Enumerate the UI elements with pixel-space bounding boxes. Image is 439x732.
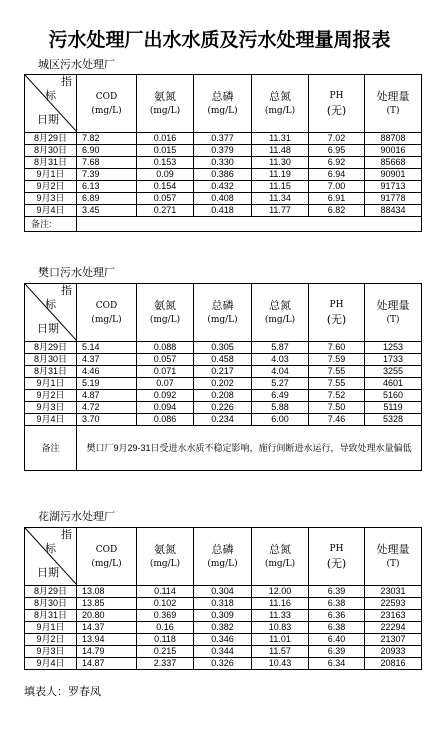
note-label: 备注: bbox=[25, 217, 77, 232]
nh3-cell: 0.092 bbox=[137, 390, 194, 402]
date-cell: 9月1日 bbox=[25, 169, 77, 181]
header-ph bbox=[309, 75, 365, 133]
cod-cell: 20.80 bbox=[77, 610, 137, 622]
date-cell: 9月4日 bbox=[25, 414, 77, 426]
header-tn bbox=[252, 75, 309, 133]
cod-cell: 13.08 bbox=[77, 586, 137, 598]
table-row bbox=[25, 366, 422, 378]
table-row bbox=[25, 169, 422, 181]
flow-cell: 88708 bbox=[365, 133, 422, 145]
tn-cell: 4.03 bbox=[252, 354, 309, 366]
plant-3-table bbox=[24, 527, 422, 670]
tp-cell: 0.377 bbox=[194, 133, 252, 145]
header-cod-label: COD bbox=[95, 300, 118, 311]
header-nh3 bbox=[137, 528, 194, 586]
tp-cell: 0.346 bbox=[194, 634, 252, 646]
flow-cell: 91713 bbox=[365, 181, 422, 193]
date-cell: 8月30日 bbox=[25, 354, 77, 366]
flow-cell: 5119 bbox=[365, 402, 422, 414]
table-row bbox=[25, 586, 422, 598]
header-flow bbox=[365, 75, 422, 133]
date-cell: 9月1日 bbox=[25, 378, 77, 390]
header-ph bbox=[309, 284, 365, 342]
tp-cell: 0.202 bbox=[194, 378, 252, 390]
ph-cell: 6.94 bbox=[309, 169, 365, 181]
tp-cell: 0.326 bbox=[194, 658, 252, 670]
date-cell: 8月30日 bbox=[25, 145, 77, 157]
flow-cell: 4601 bbox=[365, 378, 422, 390]
flow-cell: 20933 bbox=[365, 646, 422, 658]
tn-cell: 11.01 bbox=[252, 634, 309, 646]
header-cod-unit: (mg/L) bbox=[91, 314, 122, 325]
tp-cell: 0.418 bbox=[194, 205, 252, 217]
header-tn bbox=[252, 528, 309, 586]
nh3-cell: 0.071 bbox=[137, 366, 194, 378]
header-corner-top: 指 bbox=[61, 285, 72, 297]
header-cod bbox=[77, 284, 137, 342]
flow-cell: 23031 bbox=[365, 586, 422, 598]
date-cell: 9月4日 bbox=[25, 658, 77, 670]
date-cell: 9月3日 bbox=[25, 402, 77, 414]
header-tp-label: 总磷 bbox=[211, 90, 234, 103]
header-corner-date: 日期 bbox=[37, 567, 59, 579]
tp-cell: 0.318 bbox=[194, 598, 252, 610]
tp-cell: 0.458 bbox=[194, 354, 252, 366]
header-ph bbox=[309, 528, 365, 586]
header-tp-unit: (mg/L) bbox=[207, 559, 238, 569]
date-cell: 8月31日 bbox=[25, 366, 77, 378]
date-cell: 9月3日 bbox=[25, 646, 77, 658]
tn-cell: 4.04 bbox=[252, 366, 309, 378]
date-cell: 9月2日 bbox=[25, 634, 77, 646]
date-cell: 8月29日 bbox=[25, 342, 77, 354]
table-row bbox=[25, 402, 422, 414]
header-ph-unit: (无) bbox=[326, 557, 347, 570]
ph-cell: 6.38 bbox=[309, 622, 365, 634]
tp-cell: 0.386 bbox=[194, 169, 252, 181]
header-flow bbox=[365, 284, 422, 342]
header-corner-date: 日期 bbox=[37, 323, 59, 335]
flow-cell: 91778 bbox=[365, 193, 422, 205]
note-text bbox=[77, 217, 422, 232]
header-tp bbox=[194, 528, 252, 586]
tn-cell: 11.33 bbox=[252, 610, 309, 622]
diagonal-header-cell bbox=[25, 528, 77, 586]
header-ph-unit: (无) bbox=[326, 104, 347, 117]
tn-cell: 11.31 bbox=[252, 133, 309, 145]
nh3-cell: 0.094 bbox=[137, 402, 194, 414]
tp-cell: 0.408 bbox=[194, 193, 252, 205]
tp-cell: 0.379 bbox=[194, 145, 252, 157]
flow-cell: 22593 bbox=[365, 598, 422, 610]
tn-cell: 11.16 bbox=[252, 598, 309, 610]
tp-cell: 0.382 bbox=[194, 622, 252, 634]
note-row bbox=[25, 217, 422, 232]
header-cod-label: COD bbox=[95, 544, 118, 555]
cod-cell: 7.39 bbox=[77, 169, 137, 181]
nh3-cell: 0.369 bbox=[137, 610, 194, 622]
tn-cell: 10.43 bbox=[252, 658, 309, 670]
flow-cell: 20816 bbox=[365, 658, 422, 670]
table-header-row bbox=[25, 284, 422, 342]
date-cell: 8月30日 bbox=[25, 598, 77, 610]
report-title: 污水处理厂出水水质及污水处理量周报表 bbox=[48, 29, 391, 51]
header-cod-unit: (mg/L) bbox=[91, 558, 122, 569]
date-cell: 9月1日 bbox=[25, 622, 77, 634]
flow-cell: 88434 bbox=[365, 205, 422, 217]
ph-cell: 6.92 bbox=[309, 157, 365, 169]
header-cod bbox=[77, 75, 137, 133]
date-cell: 9月2日 bbox=[25, 390, 77, 402]
ph-cell: 6.39 bbox=[309, 646, 365, 658]
ph-cell: 7.52 bbox=[309, 390, 365, 402]
tp-cell: 0.217 bbox=[194, 366, 252, 378]
flow-cell: 90016 bbox=[365, 145, 422, 157]
cod-cell: 3.45 bbox=[77, 205, 137, 217]
header-tp bbox=[194, 284, 252, 342]
ph-cell: 7.02 bbox=[309, 133, 365, 145]
cod-cell: 5.19 bbox=[77, 378, 137, 390]
header-tn-label: 总氮 bbox=[269, 299, 291, 312]
tn-cell: 5.87 bbox=[252, 342, 309, 354]
date-cell: 9月2日 bbox=[25, 181, 77, 193]
cod-cell: 6.90 bbox=[77, 145, 137, 157]
header-nh3-unit: (mg/L) bbox=[149, 315, 181, 325]
table-row bbox=[25, 193, 422, 205]
tn-cell: 11.19 bbox=[252, 169, 309, 181]
cod-cell: 14.79 bbox=[77, 646, 137, 658]
table-row bbox=[25, 181, 422, 193]
header-corner-top: 指 bbox=[61, 529, 72, 541]
table-row bbox=[25, 354, 422, 366]
table-header-row bbox=[25, 528, 422, 586]
table-row bbox=[25, 342, 422, 354]
header-tp-label: 总磷 bbox=[211, 299, 234, 312]
header-tn-label: 总氮 bbox=[269, 543, 291, 556]
note-label: 备注 bbox=[25, 426, 77, 471]
plant-name: 城区污水处理厂 bbox=[38, 58, 115, 71]
header-corner-mid: 标 bbox=[45, 90, 56, 102]
table-row bbox=[25, 390, 422, 402]
ph-cell: 6.40 bbox=[309, 634, 365, 646]
header-flow-unit: (T) bbox=[386, 315, 400, 325]
cod-cell: 4.87 bbox=[77, 390, 137, 402]
plant-2-table bbox=[24, 283, 422, 471]
table-row bbox=[25, 378, 422, 390]
tn-cell: 11.30 bbox=[252, 157, 309, 169]
flow-cell: 21307 bbox=[365, 634, 422, 646]
flow-cell: 1733 bbox=[365, 354, 422, 366]
header-cod bbox=[77, 528, 137, 586]
header-tn-unit: (mg/L) bbox=[264, 106, 296, 116]
tn-cell: 11.57 bbox=[252, 646, 309, 658]
header-flow-label: 处理量 bbox=[376, 543, 410, 556]
table-row bbox=[25, 610, 422, 622]
tn-cell: 11.15 bbox=[252, 181, 309, 193]
ph-cell: 7.60 bbox=[309, 342, 365, 354]
flow-cell: 23163 bbox=[365, 610, 422, 622]
nh3-cell: 0.016 bbox=[137, 133, 194, 145]
header-tn-unit: (mg/L) bbox=[264, 315, 296, 325]
date-cell: 9月3日 bbox=[25, 193, 77, 205]
header-tn-label: 总氮 bbox=[269, 90, 291, 103]
nh3-cell: 0.015 bbox=[137, 145, 194, 157]
tn-cell: 5.27 bbox=[252, 378, 309, 390]
header-tp bbox=[194, 75, 252, 133]
nh3-cell: 0.088 bbox=[137, 342, 194, 354]
nh3-cell: 0.102 bbox=[137, 598, 194, 610]
tp-cell: 0.432 bbox=[194, 181, 252, 193]
ph-cell: 6.91 bbox=[309, 193, 365, 205]
flow-cell: 22294 bbox=[365, 622, 422, 634]
nh3-cell: 0.057 bbox=[137, 193, 194, 205]
plant-name: 樊口污水处理厂 bbox=[38, 266, 115, 279]
header-tp-unit: (mg/L) bbox=[207, 106, 238, 116]
nh3-cell: 0.118 bbox=[137, 634, 194, 646]
header-flow-label: 处理量 bbox=[376, 90, 410, 103]
header-corner-top: 指 bbox=[61, 76, 72, 88]
flow-cell: 5160 bbox=[365, 390, 422, 402]
cod-cell: 4.37 bbox=[77, 354, 137, 366]
tp-cell: 0.305 bbox=[194, 342, 252, 354]
header-nh3-label: 氨氮 bbox=[154, 90, 176, 103]
header-ph-label: PH bbox=[329, 91, 344, 101]
nh3-cell: 0.153 bbox=[137, 157, 194, 169]
tn-cell: 11.48 bbox=[252, 145, 309, 157]
nh3-cell: 0.271 bbox=[137, 205, 194, 217]
ph-cell: 6.39 bbox=[309, 586, 365, 598]
table-row bbox=[25, 157, 422, 169]
header-cod-label: COD bbox=[95, 91, 118, 102]
header-flow-unit: (T) bbox=[386, 559, 400, 569]
table-row bbox=[25, 598, 422, 610]
ph-cell: 6.95 bbox=[309, 145, 365, 157]
tp-cell: 0.309 bbox=[194, 610, 252, 622]
flow-cell: 5328 bbox=[365, 414, 422, 426]
tn-cell: 11.77 bbox=[252, 205, 309, 217]
header-cod-unit: (mg/L) bbox=[91, 105, 122, 116]
header-tn-unit: (mg/L) bbox=[264, 559, 296, 569]
note-row bbox=[25, 426, 422, 471]
ph-cell: 6.36 bbox=[309, 610, 365, 622]
ph-cell: 6.34 bbox=[309, 658, 365, 670]
diagonal-header-cell bbox=[25, 75, 77, 133]
nh3-cell: 0.09 bbox=[137, 169, 194, 181]
cod-cell: 4.46 bbox=[77, 366, 137, 378]
tp-cell: 0.344 bbox=[194, 646, 252, 658]
table-row bbox=[25, 622, 422, 634]
cod-cell: 7.68 bbox=[77, 157, 137, 169]
date-cell: 8月31日 bbox=[25, 157, 77, 169]
cod-cell: 13.85 bbox=[77, 598, 137, 610]
flow-cell: 85668 bbox=[365, 157, 422, 169]
header-nh3-unit: (mg/L) bbox=[149, 559, 181, 569]
table-row bbox=[25, 145, 422, 157]
cod-cell: 5.14 bbox=[77, 342, 137, 354]
ph-cell: 6.38 bbox=[309, 598, 365, 610]
tp-cell: 0.226 bbox=[194, 402, 252, 414]
ph-cell: 7.55 bbox=[309, 378, 365, 390]
header-flow bbox=[365, 528, 422, 586]
nh3-cell: 0.07 bbox=[137, 378, 194, 390]
tp-cell: 0.330 bbox=[194, 157, 252, 169]
header-flow-unit: (T) bbox=[386, 106, 400, 116]
plant-1-table bbox=[24, 74, 422, 232]
nh3-cell: 0.086 bbox=[137, 414, 194, 426]
table-row bbox=[25, 646, 422, 658]
cod-cell: 6.89 bbox=[77, 193, 137, 205]
header-ph-label: PH bbox=[329, 544, 344, 554]
header-tp-label: 总磷 bbox=[211, 543, 234, 556]
ph-cell: 7.59 bbox=[309, 354, 365, 366]
table-row bbox=[25, 133, 422, 145]
tn-cell: 6.49 bbox=[252, 390, 309, 402]
nh3-cell: 0.114 bbox=[137, 586, 194, 598]
cod-cell: 6.13 bbox=[77, 181, 137, 193]
cod-cell: 7.82 bbox=[77, 133, 137, 145]
nh3-cell: 0.16 bbox=[137, 622, 194, 634]
tp-cell: 0.208 bbox=[194, 390, 252, 402]
ph-cell: 7.55 bbox=[309, 366, 365, 378]
cod-cell: 14.87 bbox=[77, 658, 137, 670]
header-nh3-unit: (mg/L) bbox=[149, 106, 181, 116]
note-text: 樊口厂9月29-31日受进水水质不稳定影响，施行间断进水运行，导致处理水量偏低 bbox=[77, 426, 422, 471]
filled-by: 填表人：罗春凤 bbox=[24, 685, 101, 698]
cod-cell: 14.37 bbox=[77, 622, 137, 634]
cod-cell: 13.94 bbox=[77, 634, 137, 646]
table-header-row bbox=[25, 75, 422, 133]
header-ph-label: PH bbox=[329, 300, 344, 310]
tn-cell: 5.88 bbox=[252, 402, 309, 414]
table-row bbox=[25, 658, 422, 670]
table-row bbox=[25, 634, 422, 646]
ph-cell: 7.50 bbox=[309, 402, 365, 414]
nh3-cell: 0.154 bbox=[137, 181, 194, 193]
header-nh3 bbox=[137, 75, 194, 133]
header-tp-unit: (mg/L) bbox=[207, 315, 238, 325]
tn-cell: 6.00 bbox=[252, 414, 309, 426]
tn-cell: 10.83 bbox=[252, 622, 309, 634]
header-corner-mid: 标 bbox=[45, 543, 56, 555]
tp-cell: 0.234 bbox=[194, 414, 252, 426]
flow-cell: 90901 bbox=[365, 169, 422, 181]
table-row bbox=[25, 205, 422, 217]
ph-cell: 6.82 bbox=[309, 205, 365, 217]
header-ph-unit: (无) bbox=[326, 313, 347, 326]
plant-name: 花湖污水处理厂 bbox=[38, 510, 115, 523]
tp-cell: 0.304 bbox=[194, 586, 252, 598]
tn-cell: 11.34 bbox=[252, 193, 309, 205]
header-corner-date: 日期 bbox=[37, 114, 59, 126]
header-tn bbox=[252, 284, 309, 342]
header-nh3-label: 氨氮 bbox=[154, 299, 176, 312]
cod-cell: 3.70 bbox=[77, 414, 137, 426]
cod-cell: 4.72 bbox=[77, 402, 137, 414]
flow-cell: 1253 bbox=[365, 342, 422, 354]
table-row bbox=[25, 414, 422, 426]
diagonal-header-cell bbox=[25, 284, 77, 342]
date-cell: 8月31日 bbox=[25, 610, 77, 622]
flow-cell: 3255 bbox=[365, 366, 422, 378]
tn-cell: 12.00 bbox=[252, 586, 309, 598]
header-flow-label: 处理量 bbox=[376, 299, 410, 312]
nh3-cell: 2.337 bbox=[137, 658, 194, 670]
ph-cell: 7.00 bbox=[309, 181, 365, 193]
header-nh3 bbox=[137, 284, 194, 342]
nh3-cell: 0.215 bbox=[137, 646, 194, 658]
ph-cell: 7.46 bbox=[309, 414, 365, 426]
nh3-cell: 0.057 bbox=[137, 354, 194, 366]
date-cell: 8月29日 bbox=[25, 586, 77, 598]
date-cell: 8月29日 bbox=[25, 133, 77, 145]
header-nh3-label: 氨氮 bbox=[154, 543, 176, 556]
date-cell: 9月4日 bbox=[25, 205, 77, 217]
header-corner-mid: 标 bbox=[45, 299, 56, 311]
